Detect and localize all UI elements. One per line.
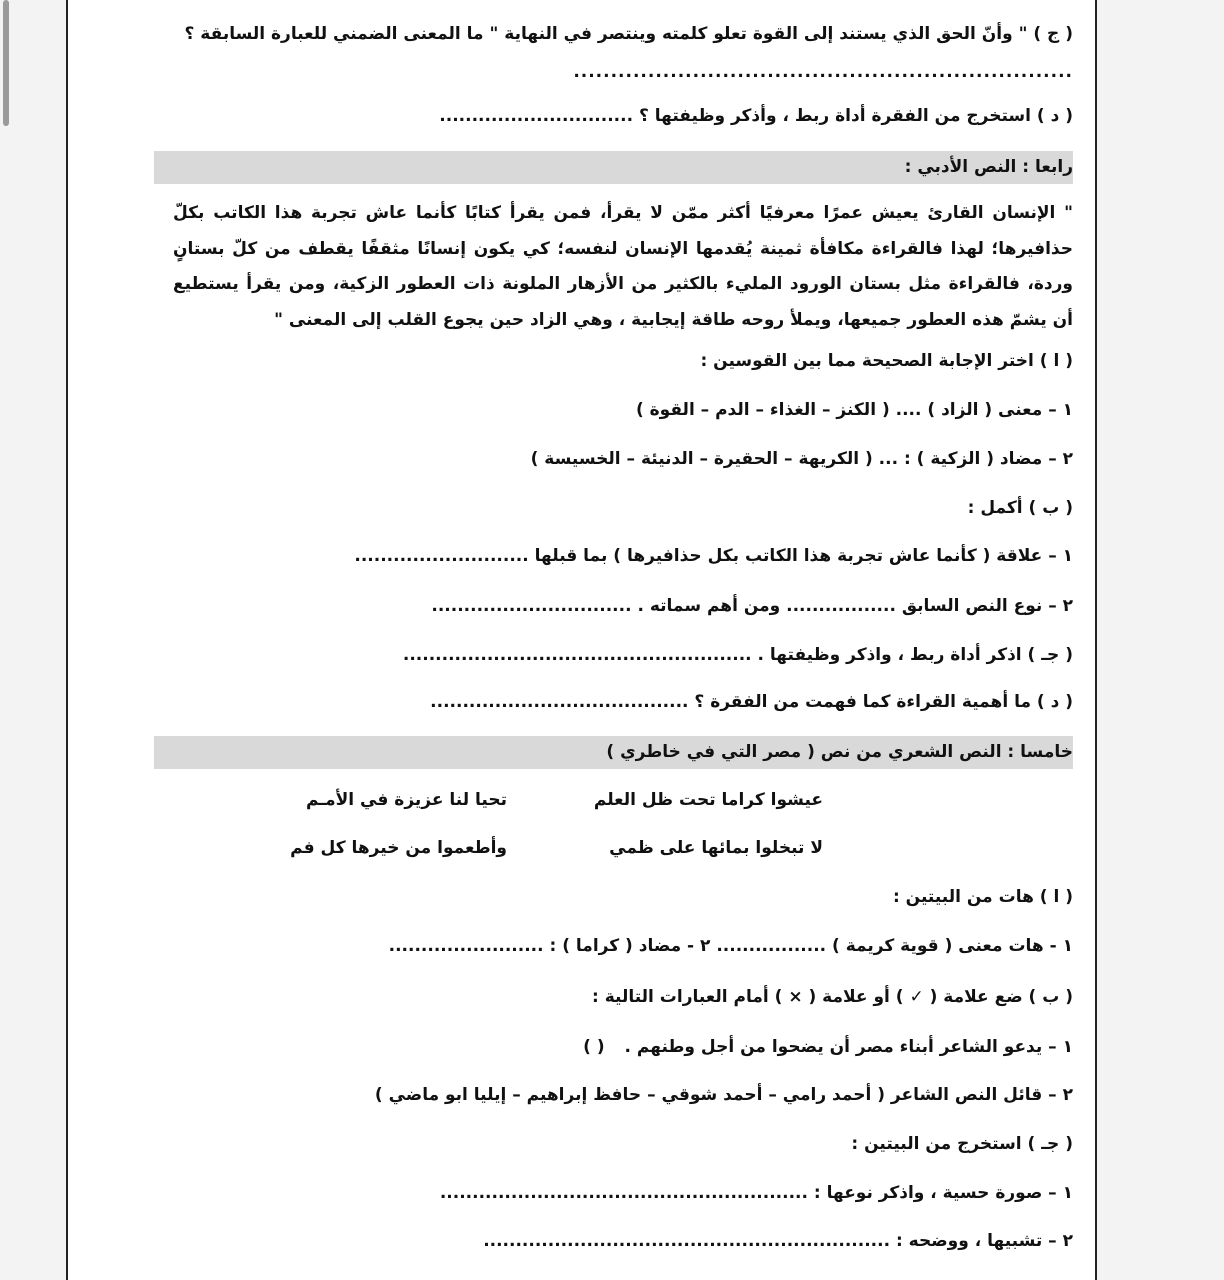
question-b-title: ( ب ) أكمل : [967, 498, 1073, 518]
poetry-question-c2: ٢ – تشبيها ، ووضحه : ............................................................... [483, 1231, 1073, 1251]
question-a-title: ( ا ) اختر الإجابة الصحيحة مما بين القوسين : [700, 351, 1073, 371]
poetry-question-a1: ١ - هات معنى ( قوية كريمة ) ................. ٢ - مضاد ( كراما ) : ........................ [388, 936, 1073, 956]
section-heading-literary-text [154, 151, 1073, 184]
verse1-second-hemistich: تحيا لنا عزيزة في الأمـم [305, 790, 507, 810]
poetry-question-b-title: ( ب ) ضع علامة ( ✓ ) أو علامة ( × ) أمام العبارات التالية : [591, 987, 1073, 1007]
answer-line: ................................................................... [573, 62, 1073, 82]
question-d: ( د ) ما أهمية القراءة كما فهمت من الفقرة ؟ ........................................ [430, 692, 1073, 712]
poetry-question-b2: ٢ – قائل النص الشاعر ( أحمد رامي – أحمد شوقي – حافظ إبراهيم – إيليا ابو ماضي ) [374, 1085, 1073, 1105]
statement-text: ١ – يدعو الشاعر أبناء مصر أن يضحوا من أجل وطنهم . [624, 1037, 1073, 1057]
verse2-second-hemistich: وأطعموا من خيرها كل فم [290, 838, 507, 858]
scrollbar-thumb[interactable] [3, 0, 9, 126]
question-a1: ١ – معنى ( الزاد ) .... ( الكنز – الغذاء – الدم – القوة ) [635, 400, 1073, 420]
section-heading-label: خامسا : النص الشعري من نص ( مصر التي في خاطري ) [606, 742, 1073, 762]
answer-mark-box: ( ) [583, 1037, 605, 1057]
poetry-question-a-title: ( ا ) هات من البيتين : [892, 887, 1073, 907]
question-b2: ٢ – نوع النص السابق ................. ومن أهم سماته . ............................... [431, 596, 1073, 616]
exam-page [66, 0, 1097, 1280]
poetry-question-c-title: ( جـ ) استخرج من البيتين : [851, 1134, 1073, 1154]
literary-passage: " الإنسان القارئ يعيش عمرًا معرفيًا أكثر ممّن لا يقرأ، فمن يقرأ كتابًا كأنما عاش تجربة هذا الكاتب بكلّ حذافيرها؛ لهذا فالقراءة مكافأة ثمينة يُقدمها الإنسان لنفسه؛ كي يكون إنسانًا مثقفًا يقطف من كلّ بستانٍ وردة، فالقراءة مثل بستان الورود المليء بالكثير من الأزهار الملونة ذات العطور الزكية، ومن يقرأ يستطيع أن يشمّ هذه العطور جميعها، ويملأ روحه طاقة إيجابية ، وهي الزاد حين يجوع القلب إلى المعنى " [173, 203, 1073, 330]
section-heading-poetry [154, 736, 1073, 769]
question-d-connector: ( د ) استخرج من الفقرة أداة ربط ، وأذكر وظيفتها ؟ .............................. [439, 106, 1073, 126]
verse2-first-hemistich: لا تبخلوا بمائها على ظمي [609, 838, 823, 858]
question-b1: ١ – علاقة ( كأنما عاش تجربة هذا الكاتب بكل حذافيرها ) بما قبلها ........................... [354, 546, 1073, 566]
question-a2: ٢ – مضاد ( الزكية ) : ... ( الكريهة – الحقيرة – الدنيئة – الخسيسة ) [530, 449, 1073, 469]
poetry-question-c1: ١ – صورة حسية ، واذكر نوعها : ......................................................... [439, 1183, 1073, 1203]
question-c: ( جـ ) اذكر أداة ربط ، واذكر وظيفتها . ...................................................... [402, 645, 1073, 665]
section-heading-label: رابعا : النص الأدبي : [904, 157, 1073, 177]
question-c-implied-meaning: ( ج ) " وأنّ الحق الذي يستند إلى القوة تعلو كلمته وينتصر في النهاية " ما المعنى الضمني للعبارة السابقة ؟ [184, 24, 1073, 44]
poetry-question-b1 [583, 1035, 1073, 1059]
verse1-first-hemistich: عيشوا كراما تحت ظل العلم [593, 790, 823, 810]
